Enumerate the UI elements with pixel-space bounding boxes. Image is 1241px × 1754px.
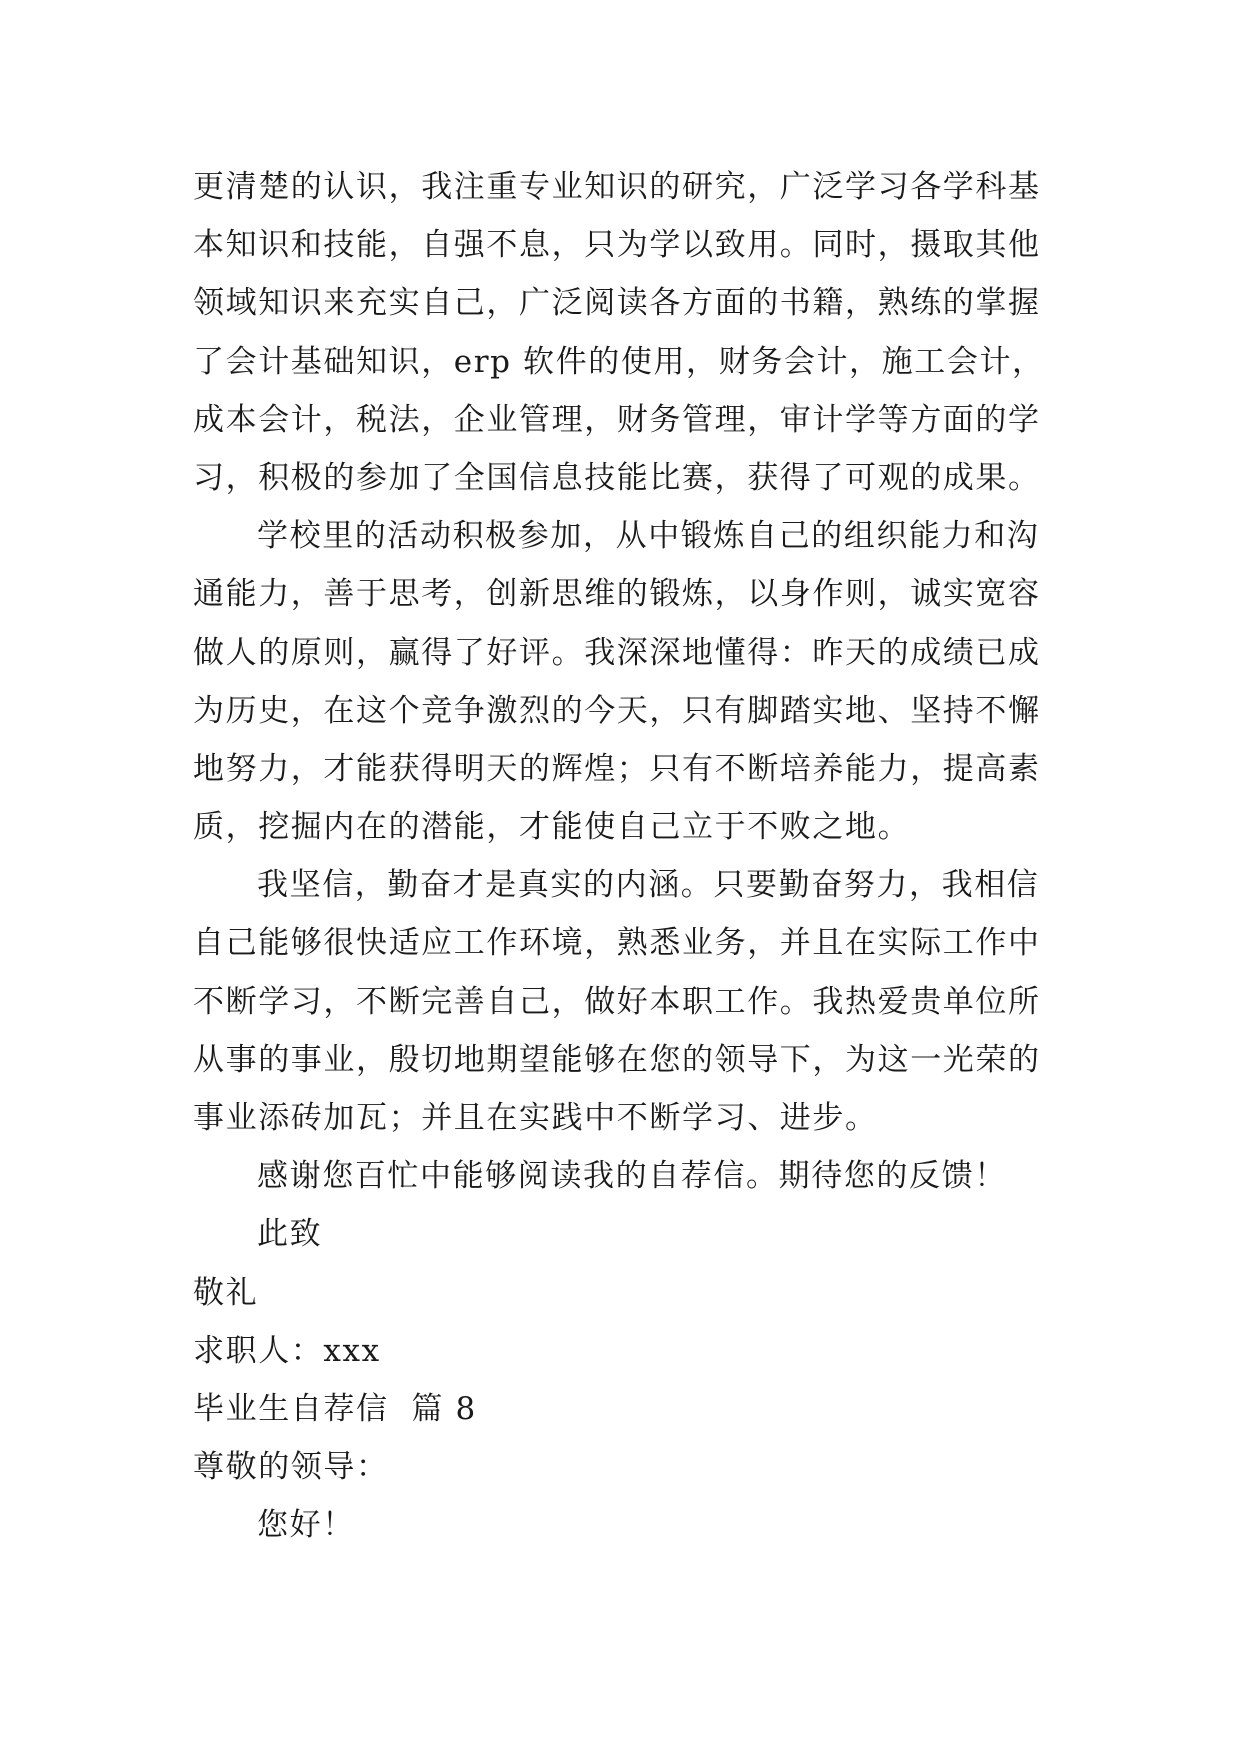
text-line: 自己能够很快适应工作环境，熟悉业务，并且在实际工作中 bbox=[193, 925, 1041, 962]
text-line: 地努力，才能获得明天的辉煌；只有不断培养能力，提高素 bbox=[193, 750, 1041, 787]
text-line: 从事的事业，殷切地期望能够在您的领导下，为这一光荣的 bbox=[193, 1041, 1041, 1078]
text-line: 不断学习，不断完善自己，做好本职工作。我热爱贵单位所 bbox=[193, 983, 1041, 1020]
section-title: 毕业生自荐信 篇 8 bbox=[193, 1390, 477, 1427]
closing-line: 此致 bbox=[257, 1216, 323, 1253]
text-line: 更清楚的认识，我注重专业知识的研究，广泛学习各学科基 bbox=[193, 169, 1041, 205]
paragraph-2 bbox=[193, 507, 1063, 856]
salutation-line: 尊敬的领导： bbox=[193, 1449, 389, 1486]
regards-line: 敬礼 bbox=[193, 1274, 259, 1311]
text-line: 习，积极的参加了全国信息技能比赛，获得了可观的成果。 bbox=[193, 459, 1041, 496]
text-line: 质，挖掘内在的潜能，才能使自己立于不败之地。 bbox=[193, 809, 911, 846]
text-line: 学校里的活动积极参加，从中锻炼自己的组织能力和沟 bbox=[257, 518, 1040, 555]
document-body bbox=[193, 158, 1063, 1555]
paragraph-1 bbox=[193, 158, 1063, 507]
text-line: 本知识和技能，自强不息，只为学以致用。同时，摄取其他 bbox=[193, 227, 1041, 264]
greeting-line: 您好！ bbox=[257, 1507, 355, 1544]
text-line: 了会计基础知识，erp 软件的使用，财务会计，施工会计， bbox=[193, 343, 1045, 380]
text-line: 通能力，善于思考，创新思维的锻炼，以身作则，诚实宽容 bbox=[193, 576, 1041, 613]
text-line: 事业添砖加瓦；并且在实践中不断学习、进步。 bbox=[193, 1100, 878, 1136]
text-line: 我坚信，勤奋才是真实的内涵。只要勤奋努力，我相信 bbox=[257, 867, 1040, 904]
text-line: 做人的原则，赢得了好评。我深深地懂得：昨天的成绩已成 bbox=[193, 634, 1041, 671]
text-line: 领域知识来充实自己，广泛阅读各方面的书籍，熟练的掌握 bbox=[193, 285, 1041, 322]
paragraph-3 bbox=[193, 856, 1063, 1147]
text-line: 成本会计，税法，企业管理，财务管理，审计学等方面的学 bbox=[193, 401, 1041, 438]
thanks-line: 感谢您百忙中能够阅读我的自荐信。期待您的反馈！ bbox=[257, 1158, 1007, 1195]
text-line: 为历史，在这个竞争激烈的今天，只有脚踏实地、坚持不懈 bbox=[193, 692, 1041, 729]
signature-line: 求职人：xxx bbox=[193, 1332, 381, 1369]
